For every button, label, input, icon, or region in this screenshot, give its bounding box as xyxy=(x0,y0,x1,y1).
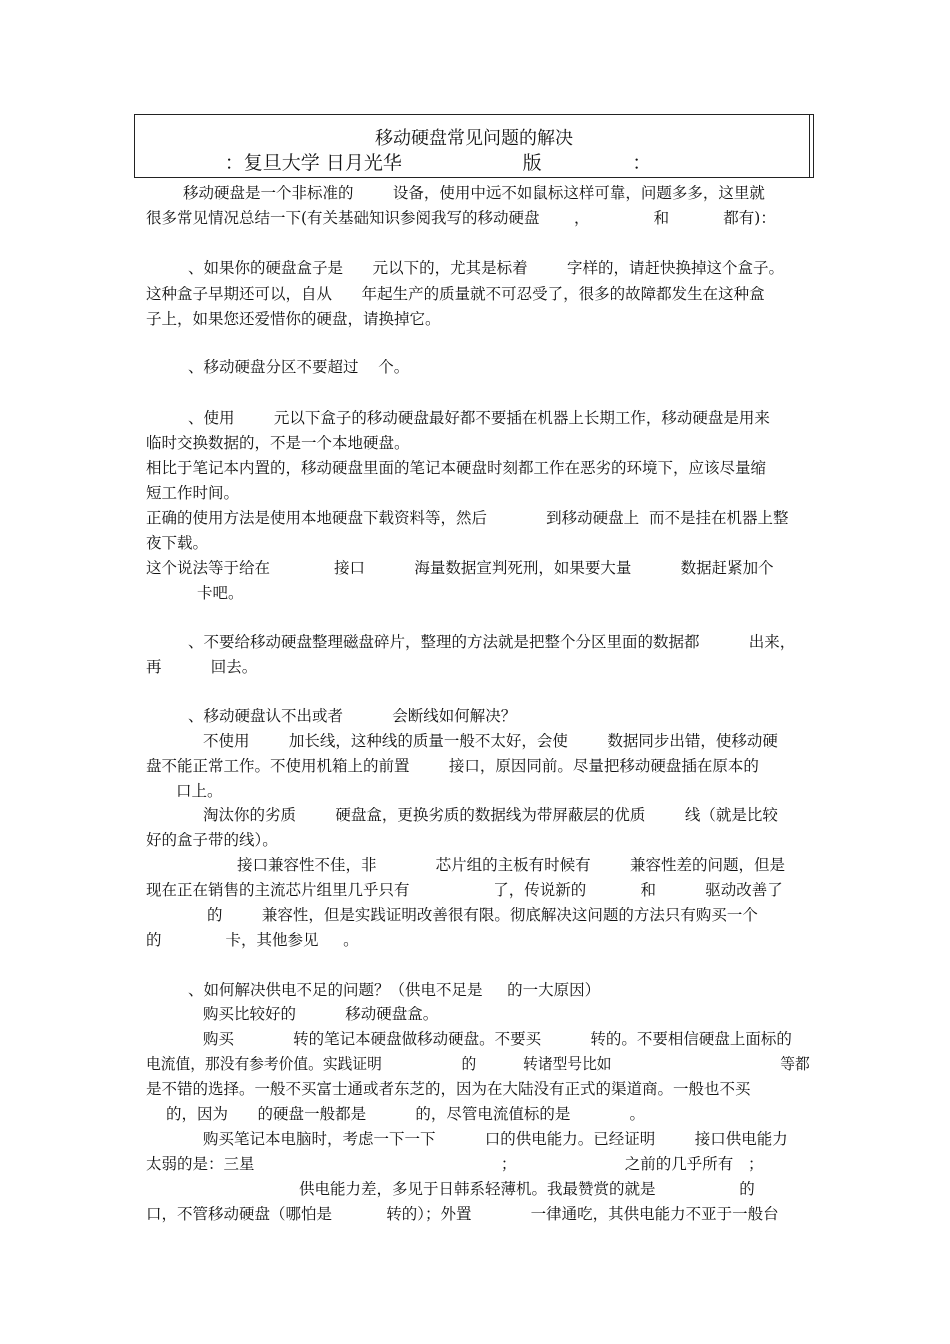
body-line: 卡吧。 xyxy=(197,584,244,602)
body-line: 的 卡，其他参见 。 xyxy=(146,931,359,949)
body-line: 淘汰你的劣质 硬盘盒，更换劣质的数据线为带屏蔽层的优质 线（就是比较 xyxy=(203,806,778,824)
body-line: 好的盒子带的线）。 xyxy=(146,831,278,849)
body-line: 口，不管移动硬盘（哪怕是 转的）；外置 一律通吃，其供电能力不亚于一般台 xyxy=(146,1205,779,1223)
body-line: 很多常见情况总结一下(有关基础知识参阅我写的移动硬盘 ， 和 都有)： xyxy=(146,209,776,227)
body-line: 移动硬盘是一个非标准的 设备，使用中远不如鼠标这样可靠，问题多多，这里就 xyxy=(183,184,765,202)
body-line: 、移动硬盘认不出或者 会断线如何解决？ xyxy=(188,707,517,725)
body-line: 、如果你的硬盘盒子是 元以下的，尤其是标着 字样的，请赶快换掉这个盒子。 xyxy=(188,259,784,277)
body-line: 子上，如果您还爱惜你的硬盘，请换掉它。 xyxy=(146,310,441,328)
body-line: 的，因为 的硬盘一般都是 的，尽管电流值标的是 。 xyxy=(166,1105,645,1123)
body-line: 电流值，那没有参考价值。实践证明 的 转诸型号比如 等都 xyxy=(146,1055,810,1073)
body-line: 相比于笔记本内置的，移动硬盘里面的笔记本硬盘时刻都工作在恶劣的环境下，应该尽量缩 xyxy=(146,459,767,477)
body-line: 正确的使用方法是使用本地硬盘下载资料等，然后 到移动硬盘上 而不是挂在机器上整 xyxy=(146,509,789,527)
body-line: 这种盒子早期还可以，自从 年起生产的质量就不可忍受了，很多的故障都发生在这种盒 xyxy=(146,285,765,303)
body-line: 盘不能正常工作。不使用机箱上的前置 接口，原因同前。尽量把移动硬盘插在原本的 xyxy=(146,757,759,775)
body-line: 不使用 加长线，这种线的质量一般不太好，会使 数据同步出错，使移动硬 xyxy=(203,732,778,750)
body-line: 购买 转的笔记本硬盘做移动硬盘。不要买 转的。不要相信硬盘上面标的 xyxy=(203,1030,792,1048)
body-line: 太弱的是：三星 ； 之前的几乎所有 ； xyxy=(146,1155,764,1173)
body-line: 临时交换数据的，不是一个本地硬盘。 xyxy=(146,434,410,452)
document-title: 移动硬盘常见问题的解决 xyxy=(375,128,573,149)
title-box xyxy=(134,114,814,178)
body-line: 口上。 xyxy=(176,782,223,800)
body-line: 、使用 元以下盒子的移动硬盘最好都不要插在机器上长期工作，移动硬盘是用来 xyxy=(188,409,770,427)
body-line: 是不错的选择。一般不买富士通或者东芝的，因为在大陆没有正式的渠道商。一般也不买 xyxy=(146,1080,751,1098)
body-line: 短工作时间。 xyxy=(146,484,240,502)
body-line: 、移动硬盘分区不要超过 个。 xyxy=(188,358,410,376)
body-line: 现在正在销售的主流芯片组里几乎只有 了，传说新的 和 驱动改善了 xyxy=(146,881,783,899)
body-line: 这个说法等于给在 接口 海量数据宣判死刑，如果要大量 数据赶紧加个 xyxy=(146,559,774,577)
body-line: 、不要给移动硬盘整理磁盘碎片，整理的方法就是把整个分区里面的数据都 出来， xyxy=(188,633,796,651)
body-line: 再 回去。 xyxy=(146,658,258,676)
body-line: 购买笔记本电脑时，考虑一下一下 口的供电能力。已经证明 接口供电能力 xyxy=(203,1130,788,1148)
body-line: 夜下载。 xyxy=(146,534,209,552)
body-line: 购买比较好的 移动硬盘盒。 xyxy=(203,1005,439,1023)
body-line: 、如何解决供电不足的问题？（供电不足是 的一大原因） xyxy=(188,981,601,999)
body-line: 的 兼容性，但是实践证明改善很有限。彻底解决这问题的方法只有购买一个 xyxy=(207,906,758,924)
document-subtitle: ：复旦大学 日月光华 版 ： xyxy=(224,152,652,174)
body-line: 供电能力差，多见于日韩系轻薄机。我最赞赏的就是 的 xyxy=(299,1180,755,1198)
body-line: 接口兼容性不佳，非 芯片组的主板有时候有 兼容性差的问题，但是 xyxy=(237,856,786,874)
